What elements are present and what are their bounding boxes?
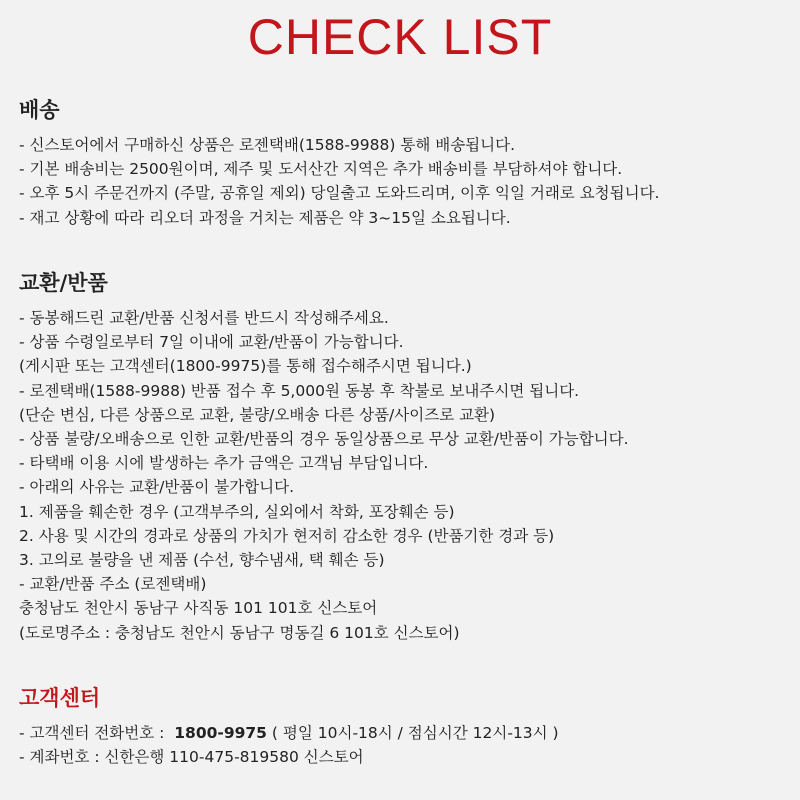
exchange-line: 충청남도 천안시 동남구 사직동 101 101호 신스토어 — [19, 599, 378, 618]
exchange-line: - 아래의 사유는 교환/반품이 불가합니다. — [19, 478, 295, 497]
exchange-line: - 교환/반품 주소 (로젠택배) — [19, 575, 207, 594]
exchange-line: - 타택배 이용 시에 발생하는 추가 금액은 고객님 부담입니다. — [19, 454, 429, 473]
shipping-line: - 기본 배송비는 2500원이며, 제주 및 도서산간 지역은 추가 배송비를 부담하셔야 합니다. — [19, 160, 623, 179]
exchange-line: (게시판 또는 고객센터(1800-9975)를 통해 접수해주시면 됩니다.) — [19, 357, 472, 376]
exchange-section — [19, 270, 789, 645]
exchange-line: 2. 사용 및 시간의 경과로 상품의 가치가 현저히 감소한 경우 (반품기한 경과 등) — [19, 526, 555, 545]
exchange-line: - 로젠택배(1588-9988) 반품 접수 후 5,000원 동봉 후 착불로 보내주시면 됩니다. — [19, 381, 580, 400]
shipping-line: - 오후 5시 주문건까지 (주말, 공휴일 제외) 당일출고 도와드리며, 이후 익일 거래로 요청됩니다. — [19, 184, 660, 203]
phone-label: - 고객센터 전화번호 : — [19, 724, 175, 742]
phone-number: 1800-9975 — [174, 724, 267, 742]
phone-hours: ( 평일 10시-18시 / 점심시간 12시-13시 ) — [266, 724, 559, 742]
exchange-line: - 동봉해드린 교환/반품 신청서를 반드시 작성해주세요. — [19, 309, 389, 327]
exchange-line: - 상품 불량/오배송으로 인한 교환/반품의 경우 동일상품으로 무상 교환/반품이 가능합니다. — [19, 430, 629, 449]
account-line: - 계좌번호 : 신한은행 110-475-819580 신스토어 — [19, 748, 364, 767]
shipping-line: - 재고 상황에 따라 리오더 과정을 거치는 제품은 약 3~15일 소요됩니다. — [19, 208, 511, 227]
shipping-section — [19, 97, 789, 230]
exchange-line: (단순 변심, 다른 상품으로 교환, 불량/오배송 다른 상품/사이즈로 교환) — [19, 405, 496, 424]
shipping-line: - 신스토어에서 구매하신 상품은 로젠택배(1588-9988) 통해 배송됩니다. — [19, 136, 516, 154]
shipping-heading: 배송 — [19, 98, 60, 122]
customer-center-section — [19, 685, 789, 769]
phone-line — [19, 721, 789, 745]
exchange-line: - 상품 수령일로부터 7일 이내에 교환/반품이 가능합니다. — [19, 333, 404, 352]
exchange-line: 3. 고의로 불량을 낸 제품 (수선, 향수냄새, 택 훼손 등) — [19, 551, 385, 570]
customer-center-heading: 고객센터 — [19, 686, 101, 710]
exchange-heading: 교환/반품 — [19, 271, 108, 295]
exchange-line: (도로명주소 : 충청남도 천안시 동남구 명동길 6 101호 신스토어) — [19, 623, 460, 642]
exchange-line: 1. 제품을 훼손한 경우 (고객부주의, 실외에서 착화, 포장훼손 등) — [19, 502, 455, 521]
page-title: CHECK LIST — [247, 9, 553, 65]
